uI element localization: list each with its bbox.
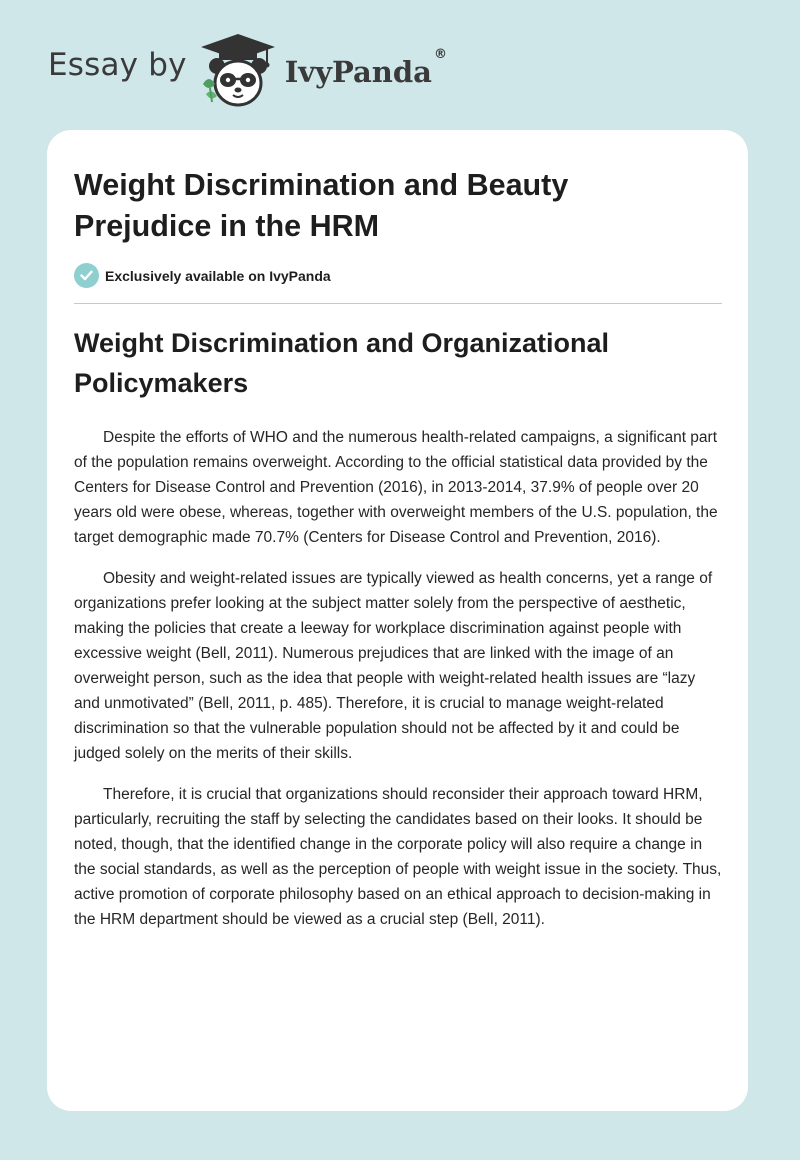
paragraph-3: Therefore, it is crucial that organizations should reconsider their approach toward HRM, particularly, recruiting the staff by selecting the candidates based on their looks. It should be noted, though, that the identified change in the corporate policy will also require a change in the social standards, as well as the perception of people with weight issue in the society. Thus, active promotion of corporate philosophy based on an ethical approach to decision-making in the HRM department should be viewed as a crucial step (Bell, 2011).	[74, 786, 722, 928]
essay-body	[74, 425, 725, 948]
paragraph-1: Despite the efforts of WHO and the numerous health-related campaigns, a significant part of the population remains overweight. According to the official statistical data provided by the Centers for Disease Control and Prevention (2016), in 2013-2014, 37.9% of people over 20 years old were obese, whereas, together with overweight members of the U.S. population, the target demographic made 70.7% (Centers for Disease Control and Prevention, 2016).	[74, 429, 718, 546]
registered-mark: ®	[433, 46, 447, 62]
panda-logo-icon	[197, 30, 279, 110]
brand-prefix: Essay by	[48, 47, 187, 83]
paragraph-2: Obesity and weight-related issues are typically viewed as health concerns, yet a range of organizations prefer looking at the subject matter solely from the perspective of aesthetic, making the policies that create a leeway for workplace discrimination against people with excessive weight (Bell, 2011). Numerous prejudices that are linked with the image of an overweight person, such as the idea that people with weight-related health issues are “lazy and unmotivated” (Bell, 2011, p. 485). Therefore, it is crucial to manage weight-related discrimination so that the vulnerable population should not be affected by it and could be judged solely on the merits of their skills.	[74, 570, 713, 762]
document-title: Weight Discrimination and Beauty Prejudice in the HRM	[74, 168, 569, 243]
brand-name: IvyPanda	[284, 55, 432, 89]
section-heading: Weight Discrimination and Organizational Policymakers	[74, 328, 610, 398]
divider	[74, 303, 722, 304]
brand-header	[48, 30, 447, 110]
exclusive-label: Exclusively available on IvyPanda	[105, 267, 331, 284]
check-icon	[74, 263, 99, 288]
exclusive-badge	[74, 263, 331, 288]
essay-card	[47, 130, 748, 1111]
